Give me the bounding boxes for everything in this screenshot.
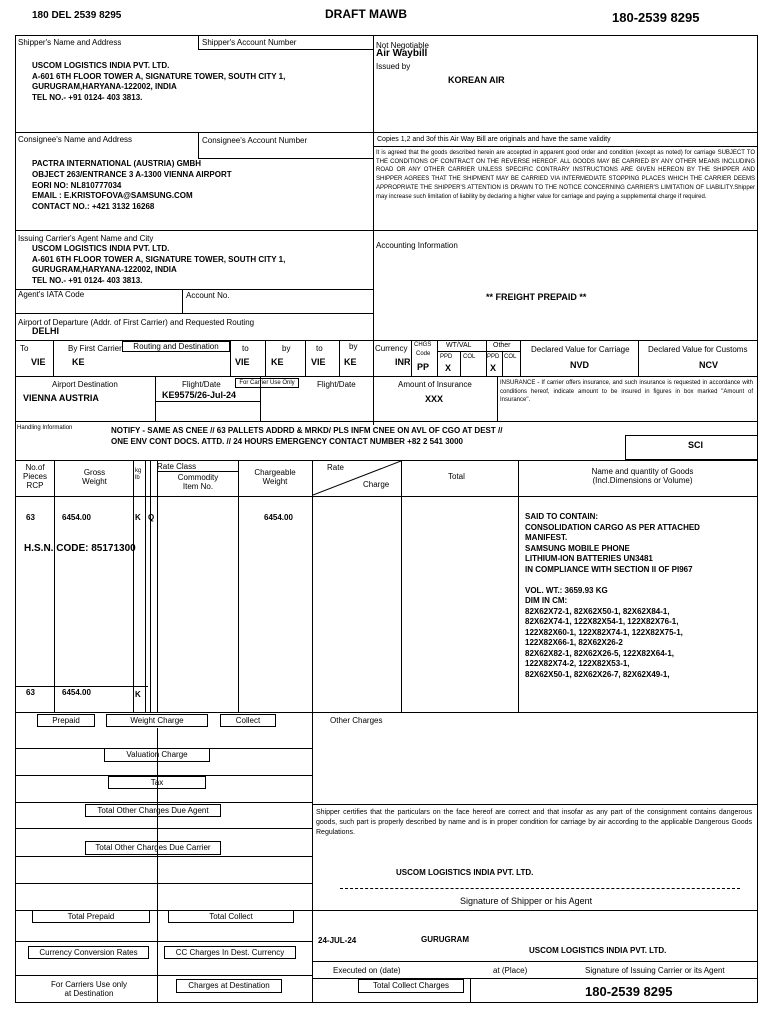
to3-label: to <box>316 344 323 353</box>
shipper-account-label: Shipper's Account Number <box>202 38 297 47</box>
carriers-use-label: For Carriers Use only at Destination <box>50 980 127 999</box>
goods-description: SAID TO CONTAIN: CONSOLIDATION CARGO AS PER ATTACHED MANIFEST. SAMSUNG MOBILE PHONE LITHIUM-ION BATTERIES UN3481 IN COMPLIANCE WITH SECTION II OF PI967 VOL. WT.: 3659.93 KG DIM IN CM: 82X62X72-1, 82X62X50-1, 82X62X84-1, 82X62X74-1, 122X82X54-1, 122X82X76-1, 122X82X60-1, 122X82X74-1, 122X82X75-1, 122X82X66-1, 82X62X26-2 82X62X82-1, 82X62X26-5, 122X82X64-1, 122X82X74-2, 122X82X53-1, 82X62X50-1, 82X62X26-7, 82X62X49-1, <box>525 512 700 679</box>
by-first-carrier-label: By First Carrier <box>68 344 122 353</box>
collect-label: Collect <box>220 714 276 727</box>
code-label: Code <box>416 351 431 357</box>
shipper-address: USCOM LOGISTICS INDIA PVT. LTD. A-601 6TH FLOOR TOWER A, SIGNATURE TOWER, SOUTH CITY 1, GURUGRAM,HARYANA-122002, INDIA TEL NO.- +91 0124- 403 3813. <box>32 61 286 102</box>
prepaid-label: Prepaid <box>37 714 95 727</box>
departure-airport: DELHI <box>32 326 59 336</box>
consignee-label: Consignee's Name and Address <box>18 135 133 144</box>
chgs-code: PP <box>417 362 430 372</box>
currency-label: Currency <box>375 344 408 353</box>
flight-date-value: KE9575/26-Jul-24 <box>162 390 237 400</box>
routing-destination-label: Routing and Destination <box>122 341 230 352</box>
route-by3: KE <box>344 357 357 367</box>
carrier-signature-label: Signature of Issuing Carrier or its Agent <box>585 966 725 975</box>
handling-line1: NOTIFY - SAME AS CNEE // 63 PALLETS ADDRD & MRKD/ PLS INFM CNEE ON AVL OF CGO AT DEST // <box>111 426 503 435</box>
execution-date: 24-JUL-24 <box>318 936 357 945</box>
flight-date-label: Flight/Date <box>182 380 221 389</box>
total-unit: K <box>135 690 141 699</box>
route-to3: VIE <box>311 357 326 367</box>
goods-gross-weight: 6454.00 <box>62 513 91 522</box>
insurance-note: INSURANCE - If carrier offers insurance, and such insurance is requested in accordance with conditions hereof, indicate amount to be insured in figures in box marked "Amount of Insurance". <box>500 380 753 403</box>
sci-value: SCI <box>688 440 704 450</box>
carrier-signature-name: USCOM LOGISTICS INDIA PVT. LTD. <box>529 946 667 955</box>
commodity-header: Commodity Item No. <box>177 473 219 492</box>
handling-label: Handling Information <box>17 425 73 431</box>
accounting-label: Accounting Information <box>376 241 458 250</box>
other-label: Other <box>493 342 511 349</box>
handling-line2: ONE ENV CONT DOCS. ATTD. // 24 HOURS EMERGENCY CONTACT NUMBER +82 2 541 3000 <box>111 437 463 446</box>
document-title: DRAFT MAWB <box>325 7 407 21</box>
insurance-amount-label: Amount of Insurance <box>398 380 472 389</box>
charge-header: Charge <box>363 480 390 489</box>
tax-label: Tax <box>108 776 206 789</box>
pieces-header: No.of Pieces RCP <box>22 463 47 491</box>
charges-at-destination-label: Charges at Destination <box>176 979 282 993</box>
airport-destination: VIENNA AUSTRIA <box>23 393 99 403</box>
goods-rate-class: Q <box>148 513 155 522</box>
valuation-charge-label: Valuation Charge <box>104 748 210 762</box>
total-gross-weight: 6454.00 <box>62 688 91 697</box>
shipper-certification: Shipper certifies that the particulars on the face hereof are correct and that insofar as any part of the consignment contains dangerous goods, such part is properly described by name and is in proper condition for carriage by air according to the applicable Dangerous Goods Regulations. <box>316 809 752 836</box>
conditions-text: It is agreed that the goods described herein are accepted in apparent good order and condition (except as noted) for carriage SUBJECT TO THE CONDITIONS OF CONTRACT ON THE REVERSE HEREOF. ALL GOODS MAY BE CARRIED BY ANY OTHER MEANS INCLUDING ROAD OR ANY OTHER CARRIER UNLESS SPECIFIC CONTRARY INSTRUCTIONS ARE GIVEN HEREON BY THE SHIPPER AND SHIPPER AGREES THAT THE SHIPMENT MAY BE CARRIED VIA INTERMEDIATE STOPPING PLACES WHICH THE CARRIER DEEMS APPROPRIATE THE SHIPPER'S ATTENTION IS DRAWN TO THE NOTICE CONCERNING CARRIER'S LIMITATION OF LIABILITY.Shipper may increase such limitation of liability by declaring a higher value for carriage and paying a supplemental charge if required. <box>376 150 755 200</box>
shipper-signature-name: USCOM LOGISTICS INDIA PVT. LTD. <box>396 868 534 877</box>
total-prepaid-label: Total Prepaid <box>32 910 150 923</box>
total-pieces: 63 <box>26 688 35 697</box>
issuing-carrier: KOREAN AIR <box>448 75 505 85</box>
agent-address: USCOM LOGISTICS INDIA PVT. LTD. A-601 6TH FLOOR TOWER A, SIGNATURE TOWER, SOUTH CITY 1, GURUGRAM,HARYANA-122002, INDIA TEL NO.- +91 0124- 403 3813. <box>32 244 286 285</box>
consignee-account-label: Consignee's Account Number <box>202 136 308 145</box>
wt-ppd-label: PPD <box>440 354 453 360</box>
header-ref-left: 180 DEL 2539 8295 <box>32 10 122 21</box>
not-negotiable: Not Negotiable <box>376 41 429 50</box>
shipper-label: Shipper's Name and Address <box>18 38 122 47</box>
route-to2: VIE <box>235 357 250 367</box>
executed-on-label: Executed on (date) <box>333 966 401 975</box>
route-to1: VIE <box>31 357 46 367</box>
insurance-amount: XXX <box>425 394 444 404</box>
account-no-label: Account No. <box>186 291 230 300</box>
nature-goods-header: Name and quantity of Goods (Incl.Dimensions or Volume) <box>591 467 694 486</box>
currency-conversion-label: Currency Conversion Rates <box>28 946 149 959</box>
goods-chargeable-weight: 6454.00 <box>264 513 293 522</box>
rate-class-header: Rate Class <box>157 462 197 471</box>
rate-header: Rate <box>327 463 344 472</box>
goods-pieces: 63 <box>26 513 35 522</box>
decl-customs-label: Declared Value for Customs <box>648 345 748 354</box>
copies-note: Copies 1,2 and 3of this Air Way Bill are originals and have the same validity <box>377 136 611 143</box>
decl-customs-value: NCV <box>699 360 719 370</box>
agent-label: Issuing Carrier's Agent Name and City <box>18 234 154 243</box>
shipper-signature-label: Signature of Shipper or his Agent <box>460 896 593 906</box>
at-place-label: at (Place) <box>493 966 528 975</box>
wt-col-label: COL <box>463 354 476 360</box>
airport-destination-label: Airport Destination <box>52 380 118 389</box>
by3-label: by <box>349 342 358 351</box>
agent-iata-label: Agent's IATA Code <box>18 290 85 299</box>
total-header: Total <box>448 472 465 481</box>
flight-date2-label: Flight/Date <box>317 380 356 389</box>
awb-number-footer: 180-2539 8295 <box>585 984 673 999</box>
other-ppd-label: PPD <box>487 354 500 360</box>
air-waybill: Air Waybill <box>376 48 428 59</box>
consignee-address: PACTRA INTERNATIONAL (AUSTRIA) GMBH OBJECT 263/ENTRANCE 3 A-1300 VIENNA AIRPORT EORI NO: NL810777034 EMAIL : E.KRISTOFOVA@SAMSUNG.COM CONTACT NO.: +421 3132 16268 <box>32 159 232 212</box>
total-collect-label: Total Collect <box>168 910 294 923</box>
departure-label: Airport of Departure (Addr. of First Carrier) and Requested Routing <box>18 318 255 327</box>
decl-carriage-value: NVD <box>570 360 590 370</box>
chgs-label: CHGS <box>414 342 432 348</box>
other-due-agent-label: Total Other Charges Due Agent <box>85 804 221 817</box>
weight-charge-label: Weight Charge <box>106 714 208 727</box>
other-charges-label: Other Charges <box>330 716 383 725</box>
decl-carriage-label: Declared Value for Carriage <box>531 345 630 354</box>
wtval-label: WT/VAL <box>446 342 472 349</box>
to2-label: to <box>242 344 249 353</box>
total-collect-charges-label: Total Collect Charges <box>358 979 464 993</box>
header-ref-right: 180-2539 8295 <box>612 10 700 25</box>
kg-lb-header: kg lb <box>135 468 142 481</box>
to-label: To <box>20 344 29 353</box>
cc-charges-label: CC Charges In Dest. Currency <box>164 946 296 959</box>
by2-label: by <box>282 344 291 353</box>
currency-value: INR <box>395 357 411 367</box>
other-due-carrier-label: Total Other Charges Due Carrier <box>85 841 221 855</box>
issued-by-label: Issued by <box>376 62 411 71</box>
other-ppd-mark: X <box>490 363 497 373</box>
goods-unit: K <box>135 513 141 522</box>
carrier-use-only-label: For Carrier Use Only <box>235 378 299 388</box>
hsn-code: H.S.N. CODE: 85171300 <box>24 543 136 554</box>
freight-prepaid: ** FREIGHT PREPAID ** <box>486 292 587 302</box>
wt-ppd-mark: X <box>445 363 452 373</box>
execution-place: GURUGRAM <box>421 935 469 944</box>
route-by2: KE <box>271 357 284 367</box>
gross-weight-header: Gross Weight <box>82 468 107 487</box>
route-by1: KE <box>72 357 85 367</box>
chargeable-weight-header: Chargeable Weight <box>254 468 296 487</box>
other-col-label: COL <box>504 354 517 360</box>
